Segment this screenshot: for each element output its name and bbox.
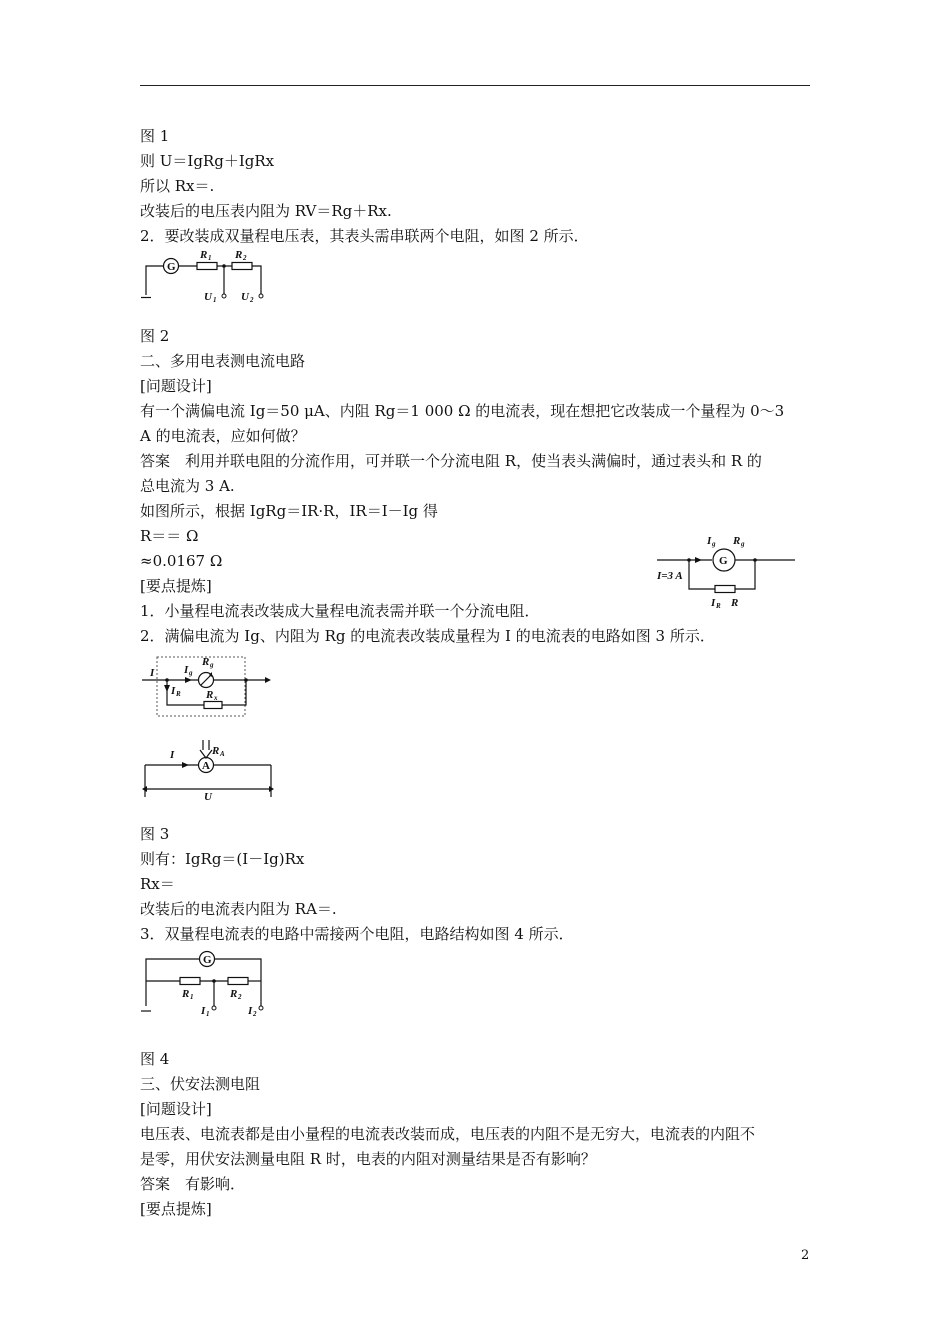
text-line: [要点提炼] — [140, 1200, 212, 1218]
i-label: I — [150, 667, 155, 679]
text-line: 3．双量程电流表的电路中需接两个电阻，电路结构如图 4 所示． — [140, 925, 574, 943]
u1-label: U — [204, 291, 212, 303]
text-line: 电压表、电流表都是由小量程的电流表改装而成，电压表的内阻不是无穷大，电流表的内阻不 — [140, 1125, 756, 1143]
text-line: [要点提炼] — [140, 577, 212, 595]
text-line: 答案 有影响． — [140, 1175, 246, 1193]
svg-text:2: 2 — [243, 254, 247, 262]
ir-label: I — [711, 597, 716, 609]
total-current-label: I=3 A — [657, 570, 683, 582]
rg-label: R — [202, 656, 210, 668]
svg-text:x: x — [214, 694, 218, 702]
svg-text:1: 1 — [208, 254, 212, 262]
r2-label: R — [230, 988, 238, 1000]
svg-text:1: 1 — [206, 1010, 210, 1018]
text-line: A 的电流表，应如何做？ — [140, 427, 306, 445]
svg-text:g: g — [741, 540, 745, 548]
g-meter-label: G — [719, 555, 728, 567]
r2-label: R — [235, 249, 243, 261]
ig-label: I — [184, 664, 189, 676]
text-line: R＝＝ Ω — [140, 527, 199, 545]
i1-label: I — [201, 1005, 206, 1017]
caption-fig1: 图 1 — [140, 127, 170, 145]
caption-fig4: 图 4 — [140, 1050, 170, 1068]
text-line: 如图所示，根据 IgRg＝IR·R，IR＝I－Ig 得 — [140, 502, 438, 520]
text-line: 有一个满偏电流 Ig＝50 μA、内阻 Rg＝1 000 Ω 的电流表，现在想把它改装成一个量程为 0～3 — [140, 402, 785, 420]
figure-shunt-circuit — [655, 530, 800, 615]
text-line: 所以 Rx＝. — [140, 177, 215, 195]
text-line: 则 U＝IgRg＋IgRx — [140, 152, 275, 170]
ir-label: I — [171, 685, 176, 697]
section-heading: 二、多用电表测电流电路 — [140, 352, 306, 370]
svg-text:g: g — [712, 540, 716, 548]
ig-label: I — [707, 535, 712, 547]
caption-fig3: 图 3 — [140, 825, 170, 843]
i2-label: I — [248, 1005, 253, 1017]
a-meter-label: A — [202, 760, 210, 772]
rg-label: R — [733, 535, 741, 547]
svg-text:R: R — [716, 602, 721, 610]
svg-text:2: 2 — [238, 993, 242, 1001]
text-line: 总电流为 3 A. — [140, 477, 235, 495]
r1-label: R — [200, 249, 208, 261]
text-line: 改装后的电压表内阻为 RV＝Rg＋Rx. — [140, 202, 392, 220]
text-line: 则有：IgRg＝(I－Ig)Rx — [140, 850, 305, 868]
r-label: R — [731, 597, 739, 609]
header-rule — [140, 85, 810, 86]
svg-text:g: g — [210, 661, 214, 669]
u-label: U — [204, 791, 212, 803]
svg-text:2: 2 — [253, 1010, 257, 1018]
text-line: 2．满偏电流为 Ig、内阻为 Rg 的电流表改装成量程为 I 的电流表的电路如图 3 所示． — [140, 627, 715, 645]
r1-label: R — [182, 988, 190, 1000]
text-line: 答案 利用并联电阻的分流作用，可并联一个分流电阻 R，使当表头满偏时，通过表头和 R 的 — [140, 452, 762, 470]
svg-text:A: A — [220, 750, 225, 758]
g-meter-label: G — [167, 261, 176, 273]
text-line: 1．小量程电流表改装成大量程电流表需并联一个分流电阻． — [140, 602, 540, 620]
page-number: 2 — [801, 1248, 810, 1263]
text-line: 2．要改装成双量程电压表，其表头需串联两个电阻，如图 2 所示． — [140, 227, 589, 245]
text-line: 改装后的电流表内阻为 RA＝. — [140, 900, 337, 918]
text-line: [问题设计] — [140, 1100, 212, 1118]
figure-3-circuit — [140, 652, 280, 804]
figure-4-circuit — [140, 948, 275, 1023]
svg-text:1: 1 — [213, 296, 217, 304]
section-heading: 三、伏安法测电阻 — [140, 1075, 261, 1093]
text-line: ≈0.0167 Ω — [140, 552, 223, 570]
rx-label: R — [206, 689, 214, 701]
svg-text:2: 2 — [250, 296, 254, 304]
figure-2-circuit — [140, 250, 275, 305]
svg-text:1: 1 — [190, 993, 194, 1001]
g-meter-label: G — [203, 954, 212, 966]
svg-text:R: R — [176, 690, 181, 698]
caption-fig2: 图 2 — [140, 327, 170, 345]
i-label-2: I — [170, 749, 175, 761]
ra-label: R — [212, 745, 220, 757]
svg-text:g: g — [189, 669, 193, 677]
u2-label: U — [241, 291, 249, 303]
text-line: [问题设计] — [140, 377, 212, 395]
text-line: 是零，用伏安法测量电阻 R 时，电表的内阻对测量结果是否有影响？ — [140, 1150, 596, 1168]
text-line: Rx＝ — [140, 875, 175, 893]
